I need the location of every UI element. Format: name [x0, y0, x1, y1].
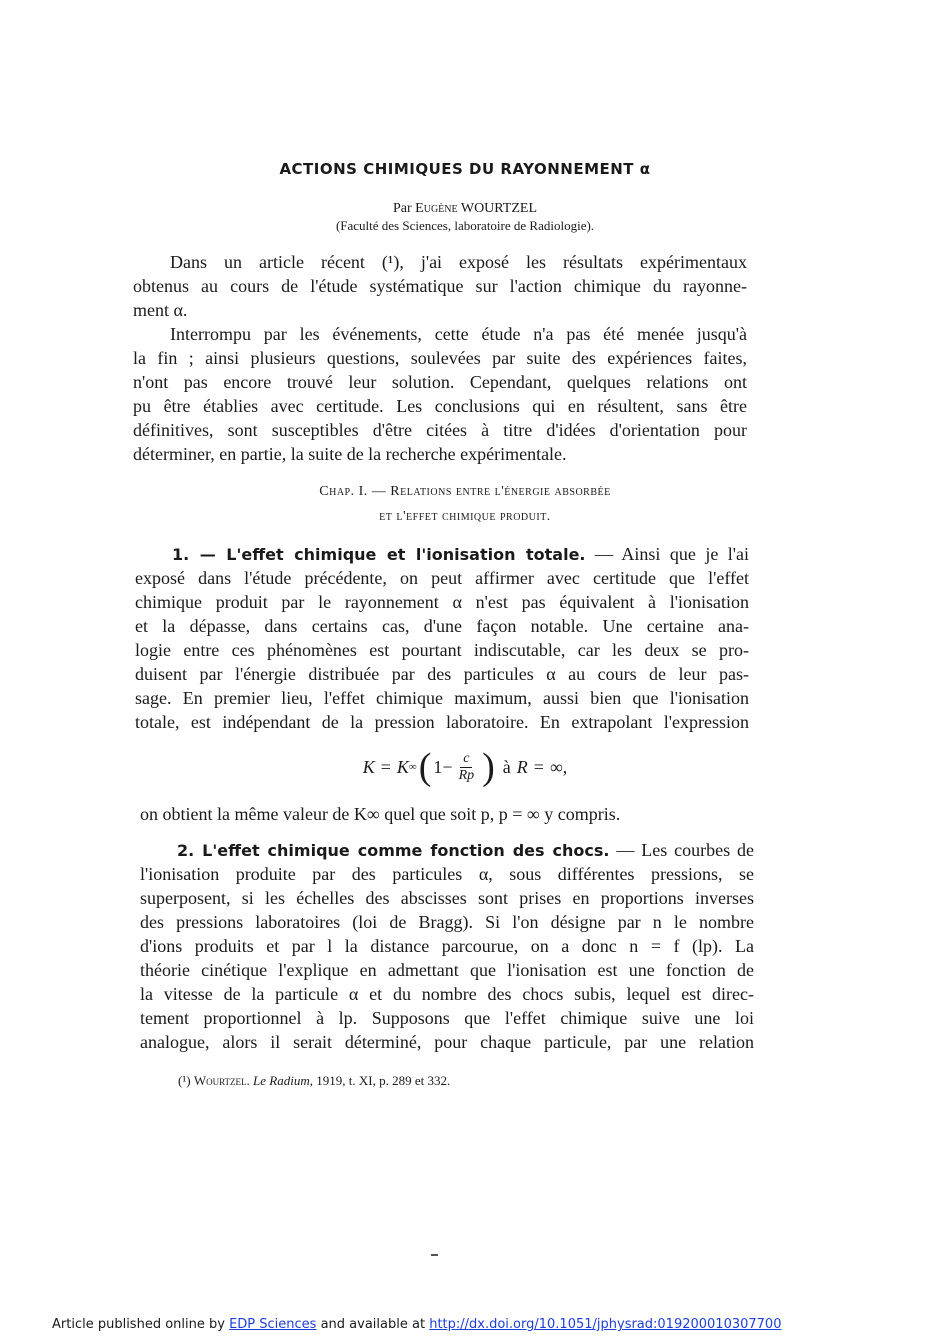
section-1-line: totale, est indépendant de la pression laboratoire. En extrapolant l'expression: [135, 712, 749, 732]
section-1-after-formula: on obtient la même valeur de K∞ quel que soit p, p = ∞ y compris.: [140, 804, 621, 824]
intro-p1-line: ment α.: [133, 300, 188, 320]
section-2-heading: 2. L'effet chimique comme fonction des chocs.: [177, 841, 610, 860]
formula-comma: ,: [562, 756, 568, 777]
section-2-text: — Les courbes de: [609, 840, 754, 860]
section-2-line: des pressions laboratoires (loi de Bragg). Si l'on désigne par n le nombre: [140, 912, 754, 932]
section-1-line: duisent par l'énergie distribuée par des particules α au cours de leur pas-: [135, 664, 749, 684]
section-1-line: et la dépasse, dans certains cas, d'une façon notable. Une certaine ana-: [135, 616, 749, 636]
author-line: [0, 201, 930, 217]
formula-infinity: ∞: [549, 756, 563, 777]
intro-p2-line: déterminer, en partie, la suite de la recherche expérimentale.: [133, 444, 567, 464]
section-1-line: exposé dans l'étude précédente, on peut affirmer avec certitude que l'effet: [135, 568, 749, 588]
formula: [0, 742, 930, 792]
footer-middle: and available at: [320, 1317, 426, 1332]
formula-equals-2: =: [533, 756, 544, 777]
formula-fraction: [456, 751, 478, 784]
author-first-name: Eugène: [415, 201, 458, 216]
formula-r: R: [516, 756, 528, 777]
intro-p1-line: Dans un article récent (¹), j'ai exposé les résultats expérimentaux: [170, 252, 747, 272]
publisher-footer: [52, 1317, 781, 1332]
section-2-line: analogue, alors il serait déterminé, pour chaque particule, par une relation: [140, 1032, 754, 1052]
footnote: (¹) Wourtzel. Le Radium, 1919, t. XI, p. 289 et 332.: [178, 1073, 451, 1088]
section-1-line: chimique produit par le rayonnement α n'est pas équivalent à l'ionisation: [135, 592, 749, 612]
formula-a: à: [502, 756, 511, 777]
author-prefix: Par: [393, 201, 412, 216]
section-2-line: l'ionisation produite par des particules α, sous différentes pressions, se: [140, 864, 754, 884]
section-2-first-line: [177, 838, 754, 863]
footnote-journal: Le Radium,: [253, 1073, 313, 1088]
intro-p2-line: Interrompu par les événements, cette étude n'a pas été menée jusqu'à: [170, 324, 747, 344]
section-2-line: la vitesse de la particule α et du nombre des chocs subis, lequel est direc-: [140, 984, 754, 1004]
author-affiliation: (Faculté des Sciences, laboratoire de Radiologie).: [335, 218, 595, 233]
section-1-text: — Ainsi que je l'ai: [585, 544, 749, 564]
formula-k-inf-subscript: ∞: [408, 761, 417, 773]
section-1-line: sage. En premier lieu, l'effet chimique maximum, aussi bien que l'ionisation: [135, 688, 749, 708]
intro-p2-line: n'ont pas encore trouvé leur solution. Cependant, quelques relations ont: [133, 372, 747, 392]
section-1-line: logie entre ces phénomènes est pourtant indiscutable, car les deux se pro-: [135, 640, 749, 660]
intro-p2-line: pu être établies avec certitude. Les conclusions qui en résultent, sans être: [133, 396, 747, 416]
section-1-first-line: [172, 542, 749, 567]
formula-minus: −: [442, 756, 453, 777]
section-1-heading: 1. — L'effet chimique et l'ionisation totale.: [172, 545, 586, 564]
formula-lhs: K: [362, 756, 375, 777]
footnote-mark: (¹): [178, 1073, 191, 1088]
footnote-reference: 1919, t. XI, p. 289 et 332.: [316, 1073, 451, 1088]
section-2-line: superposent, si les échelles des abscisses sont prises en proportions inverses: [140, 888, 754, 908]
footer-prefix: Article published online by: [52, 1317, 225, 1332]
author-last-name: WOURTZEL: [460, 201, 537, 216]
formula-open-paren: (: [418, 746, 432, 788]
chapter-heading: Chap. I. — Relations entre l'énergie absorbée: [319, 484, 611, 499]
formula-one: 1: [433, 756, 443, 777]
section-2-line: tement proportionnel à lp. Supposons que l'effet chimique suive une loi: [140, 1008, 754, 1028]
chapter-subheading: et l'effet chimique produit.: [379, 509, 551, 524]
section-2-line: théorie cinétique l'explique en admettant que l'ionisation est une fonction de: [140, 960, 754, 980]
intro-p2-line: la fin ; ainsi plusieurs questions, soulevées par suite des expériences faites,: [133, 348, 747, 368]
formula-close-paren: ): [482, 746, 495, 788]
formula-denominator: Rp: [458, 767, 475, 783]
footnote-author: Wourtzel: [193, 1073, 247, 1088]
article-title: ACTIONS CHIMIQUES DU RAYONNEMENT α: [279, 160, 651, 178]
formula-numerator: c: [460, 751, 472, 768]
section-2-line: d'ions produits et par l la distance parcourue, on a donc n = f (lp). La: [140, 936, 754, 956]
intro-p1-line: obtenus au cours de l'étude systématique sur l'action chimique du rayonne-: [133, 276, 747, 296]
doi-link[interactable]: http://dx.doi.org/10.1051/jphysrad:019200010307700: [429, 1317, 782, 1332]
intro-p2-line: définitives, sont susceptibles d'être citées à titre d'idées d'orientation pour: [133, 420, 747, 440]
formula-equals: =: [380, 756, 391, 777]
publisher-link[interactable]: EDP Sciences: [229, 1317, 317, 1332]
page-mark: [431, 1254, 438, 1256]
formula-k-inf: K: [396, 756, 409, 777]
